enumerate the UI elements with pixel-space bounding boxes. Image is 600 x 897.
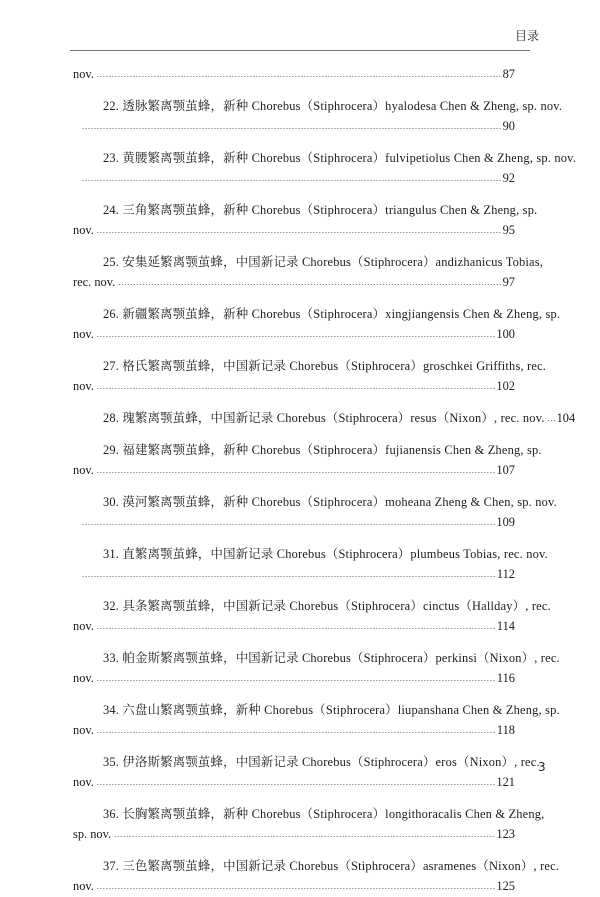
toc-entry-text: rec. nov.	[73, 275, 116, 289]
toc-entry-text: 26. 新疆繁离颚茧蜂，新种 Chorebus（Stiphrocera）xingjiangensis Chen & Zheng, sp.	[103, 307, 561, 321]
toc-line	[73, 700, 560, 720]
toc-page-number: 102	[496, 379, 515, 393]
toc-entry-text: nov.	[73, 619, 94, 633]
toc-entry-text: 28. 瑰繁离颚茧蜂，中国新记录 Chorebus（Stiphrocera）resus（Nixon）, rec. nov.	[103, 411, 545, 425]
toc-entry-text: nov.	[73, 463, 94, 477]
toc-line	[73, 544, 548, 564]
dot-leader	[118, 272, 501, 293]
toc-line	[73, 772, 515, 792]
toc-page-number: 95	[502, 223, 515, 237]
running-header-title: 目录	[515, 29, 540, 43]
toc-entry-text: 35. 伊洛斯繁离颚茧蜂，中国新记录 Chorebus（Stiphrocera）eros（Nixon）, rec.	[103, 755, 540, 769]
toc-line	[73, 200, 538, 220]
dot-leader	[97, 220, 502, 241]
toc-line	[73, 564, 515, 584]
toc-page-number: 104	[556, 411, 576, 425]
toc-line	[73, 356, 547, 376]
toc-page-number: 118	[496, 723, 515, 737]
toc-line	[73, 460, 515, 480]
toc-entry-text: nov.	[73, 879, 94, 893]
toc-line	[73, 440, 542, 460]
toc-line	[73, 252, 544, 272]
toc-entry-text: nov.	[73, 327, 94, 341]
toc-line	[73, 804, 545, 824]
dot-leader	[97, 772, 496, 793]
toc-page-number: 114	[496, 619, 515, 633]
dot-leader	[114, 824, 495, 845]
toc-entry-text: 25. 安集延繁离颚茧蜂，中国新记录 Chorebus（Stiphrocera）andizhanicus Tobias,	[103, 255, 544, 269]
toc-line	[73, 752, 540, 772]
toc-line	[73, 876, 515, 896]
dot-leader	[97, 668, 496, 689]
header-rule	[70, 50, 530, 51]
toc-entry-text: 34. 六盘山繁离颚茧蜂，新种 Chorebus（Stiphrocera）liupanshana Chen & Zheng, sp.	[103, 703, 560, 717]
toc-page-number: 121	[496, 775, 515, 789]
toc-line	[73, 512, 515, 532]
toc-line	[73, 64, 515, 84]
toc-line	[73, 324, 515, 344]
toc-line	[73, 96, 563, 116]
toc-entry-text: 37. 三色繁离颚茧蜂，中国新记录 Chorebus（Stiphrocera）asramenes（Nixon）, rec.	[103, 859, 560, 873]
toc-page-number: 100	[496, 327, 515, 341]
toc-line	[73, 376, 515, 396]
toc-line	[73, 720, 515, 740]
toc-line	[73, 168, 515, 188]
toc-page-number: 107	[496, 463, 515, 477]
dot-leader	[548, 408, 556, 429]
dot-leader	[97, 720, 496, 741]
toc-line	[73, 856, 560, 876]
toc-entry-text: nov.	[73, 223, 94, 237]
dot-leader	[97, 876, 496, 897]
toc-page-number: 92	[502, 171, 515, 185]
dot-leader	[97, 376, 496, 397]
dot-leader	[97, 324, 496, 345]
toc-entry-text: 33. 帕金斯繁离颚茧蜂，中国新记录 Chorebus（Stiphrocera）perkinsi（Nixon）, rec.	[103, 651, 560, 665]
toc-entry-text: nov.	[73, 775, 94, 789]
toc-entry-text: nov.	[73, 671, 94, 685]
toc-entry-text: 27. 格氏繁离颚茧蜂，中国新记录 Chorebus（Stiphrocera）groschkei Griffiths, rec.	[103, 359, 547, 373]
toc-line	[73, 408, 576, 428]
table-of-contents	[73, 64, 577, 896]
toc-line	[73, 596, 551, 616]
dot-leader	[82, 168, 502, 189]
toc-page-number: 112	[496, 567, 515, 581]
toc-page-number: 116	[496, 671, 515, 685]
toc-entry-text: sp. nov.	[73, 827, 112, 841]
toc-entry-text: nov.	[73, 723, 94, 737]
toc-entry-text: 31. 直繁离颚茧蜂，中国新记录 Chorebus（Stiphrocera）plumbeus Tobias, rec. nov.	[103, 547, 548, 561]
dot-leader	[97, 460, 496, 481]
toc-page-number: 123	[496, 827, 515, 841]
toc-entry-text: nov.	[73, 379, 94, 393]
toc-line	[73, 116, 515, 136]
toc-page-number: 125	[496, 879, 515, 893]
page-number: 3	[538, 760, 546, 774]
toc-page-number: 109	[496, 515, 515, 529]
dot-leader	[82, 512, 495, 533]
toc-entry-text: 24. 三角繁离颚茧蜂，新种 Chorebus（Stiphrocera）triangulus Chen & Zheng, sp.	[103, 203, 538, 217]
toc-line	[73, 648, 560, 668]
toc-entry-text: 22. 透脉繁离颚茧蜂，新种 Chorebus（Stiphrocera）hyalodesa Chen & Zheng, sp. nov.	[103, 99, 563, 113]
dot-leader	[82, 564, 496, 585]
toc-line	[73, 824, 515, 844]
toc-line	[73, 492, 557, 512]
toc-entry-text: 36. 长胸繁离颚茧蜂，新种 Chorebus（Stiphrocera）longithoracalis Chen & Zheng,	[103, 807, 545, 821]
toc-entry-text: 30. 漠河繁离颚茧蜂，新种 Chorebus（Stiphrocera）moheana Zheng & Chen, sp. nov.	[103, 495, 557, 509]
toc-line	[73, 304, 561, 324]
toc-page-number: 90	[502, 119, 515, 133]
toc-line	[73, 668, 515, 688]
toc-entry-text: 32. 具条繁离颚茧蜂，中国新记录 Chorebus（Stiphrocera）cinctus（Hallday）, rec.	[103, 599, 551, 613]
toc-page-number: 97	[502, 275, 515, 289]
toc-entry-text: 23. 黄腰繁离颚茧蜂，新种 Chorebus（Stiphrocera）fulvipetiolus Chen & Zheng, sp. nov.	[103, 151, 577, 165]
toc-line	[73, 272, 515, 292]
dot-leader	[82, 116, 502, 137]
toc-line	[73, 616, 515, 636]
toc-entry-text: 29. 福建繁离颚茧蜂，新种 Chorebus（Stiphrocera）fujianensis Chen & Zheng, sp.	[103, 443, 542, 457]
toc-line	[73, 148, 577, 168]
toc-page-number: 87	[502, 67, 515, 81]
dot-leader	[97, 616, 496, 637]
dot-leader	[97, 64, 502, 85]
toc-entry-text: nov.	[73, 67, 94, 81]
toc-line	[73, 220, 515, 240]
